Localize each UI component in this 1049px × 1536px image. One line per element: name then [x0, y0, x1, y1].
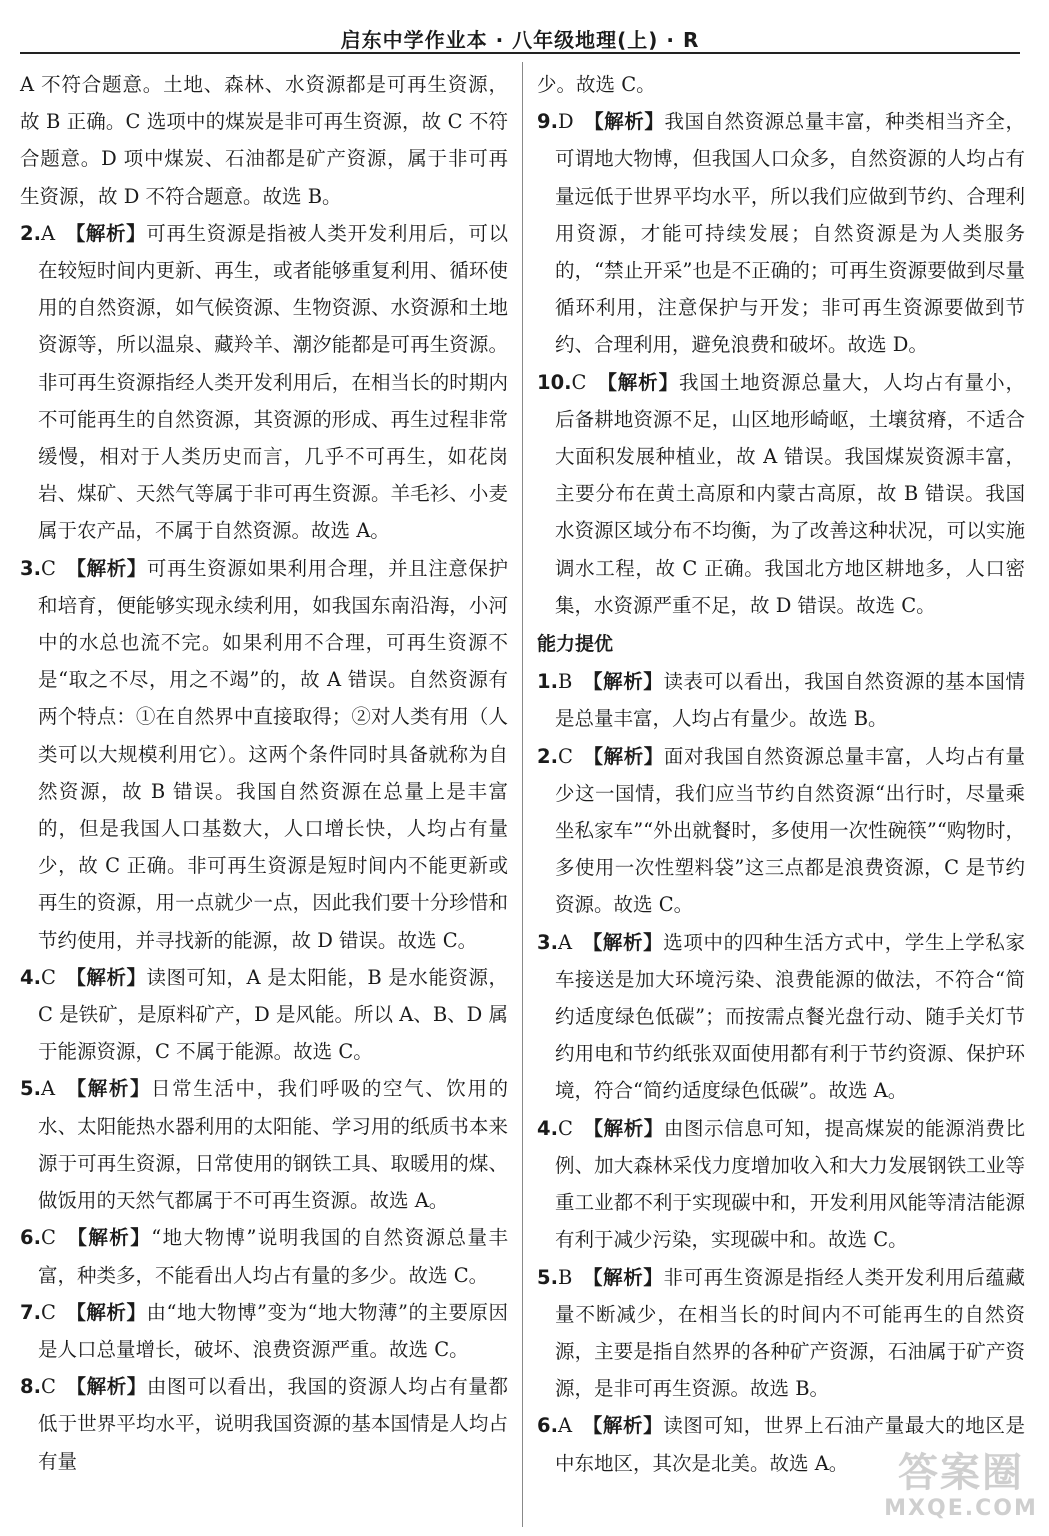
answer-item: [20, 1070, 508, 1219]
answer-choice: C: [40, 1226, 56, 1250]
analysis-tag: 【解析】: [583, 110, 665, 134]
question-number: 6.: [537, 1414, 558, 1438]
analysis-tag: 【解析】: [65, 1300, 147, 1324]
answer-choice: C: [571, 370, 587, 394]
question-number: 7.: [20, 1300, 41, 1324]
question-number: 2.: [537, 744, 558, 768]
answer-choice: C: [40, 556, 56, 580]
column-divider: [522, 62, 523, 1527]
answer-item: [537, 1110, 1025, 1259]
analysis-tag: 【解析】: [65, 1226, 152, 1250]
explanation-text: 非可再生资源是指经人类开发利用后蕴藏量不断减少，在相当长的时间内不可能再生的自然资源，主要是指自然界的各种矿产资源，石油属于矿产资源，是非可再生资源。故选 B。: [555, 1265, 1025, 1401]
watermark-glyphs: 答案圈: [898, 1450, 1024, 1496]
answer-item: [537, 103, 1025, 363]
explanation-text: 读表可以看出，我国自然资源的基本国情是总量丰富，人均占有量少。故选 B。: [555, 670, 1025, 731]
question-number: 4.: [20, 965, 41, 989]
answer-item: [20, 66, 508, 215]
answer-choice: B: [557, 1265, 573, 1289]
analysis-tag: 【解析】: [65, 221, 147, 245]
question-number: 8.: [20, 1375, 41, 1399]
answer-choice: D: [557, 110, 574, 134]
answer-item: [20, 215, 508, 550]
answer-item: [537, 924, 1025, 1110]
explanation-text: 可再生资源如果利用合理，并且注意保护和培育，便能够实现永续利用，如我国东南沿海，小河中的水总也流不完。如果利用不合理，可再生资源不是“取之不尽，用之不竭”的，故 A 错误。自然资源有两个特点：①在自然界中直接取得；②对人类有用（人类可以大规模利用它）。这两个条件同时具备就称为自然资源，故 B 错误。我国自然资源在总量上是丰富的，但是我国人口基数大，人口增长快，人均占有量少，故 C 正确。非可再生资源是短时间内不能更新或再生的资源，用一点就少一点，因此我们要十分珍惜和节约使用，并寻找新的能源，故 D 错误。故选 C。: [38, 556, 508, 952]
left-column: [20, 66, 508, 1480]
page-header: [20, 18, 1020, 54]
explanation-text: 面对我国自然资源总量丰富，人均占有量少这一国情，我们应当节约自然资源“出行时，尽量乘坐私家车”“外出就餐时，多使用一次性碗筷”“购物时，多使用一次性塑料袋”这三点都是浪费资源，C 是节约资源。故选 C。: [555, 744, 1025, 917]
analysis-tag: 【解析】: [582, 930, 664, 954]
answer-item: [20, 1368, 508, 1480]
analysis-tag: 【解析】: [65, 556, 147, 580]
question-number: 3.: [537, 930, 558, 954]
explanation-text: 我国土地资源总量大，人均占有量小，后备耕地资源不足，山区地形崎岖，土壤贫瘠，不适合大面积发展种植业，故 A 错误。我国煤炭资源丰富，主要分布在黄土高原和内蒙古高原，故 B 错误。我国水资源区域分布不均衡，为了改善这种状况，可以实施调水工程，故 C 正确。我国北方地区耕地多，人口密集，水资源严重不足，故 D 错误。故选 C。: [555, 370, 1025, 617]
question-number: 4.: [537, 1116, 558, 1140]
analysis-tag: 【解析】: [582, 1116, 664, 1140]
answer-item: [537, 1259, 1025, 1408]
explanation-text: 日常生活中，我们呼吸的空气、饮用的水、太阳能热水器利用的太阳能、学习用的纸质书本来源于可再生资源，日常使用的钢铁工具、取暖用的煤、做饭用的天然气都属于不可再生资源。故选 A。: [38, 1077, 508, 1213]
answer-choice: B: [557, 670, 573, 694]
analysis-tag: 【解析】: [596, 370, 679, 394]
answer-choice: A: [40, 1077, 56, 1101]
explanation-text: 选项中的四种生活方式中，学生上学私家车接送是加大环境污染、浪费能源的做法，不符合“简约适度绿色低碳”；而按需点餐光盘行动、随手关灯节约用电和节约纸张双面使用都有利于节约资源、保护环境，符合“简约适度绿色低碳”。故选 A。: [555, 930, 1025, 1103]
question-number: 6.: [20, 1226, 41, 1250]
explanation-text: 由图示信息可知，提高煤炭的能源消费比例、加大森林采伐力度增加收入和大力发展钢铁工业等重工业都不利于实现碳中和，开发利用风能等清洁能源有利于减少污染，实现碳中和。故选 C。: [555, 1116, 1025, 1252]
answer-item: [537, 663, 1025, 737]
section-title: 能力提优: [537, 633, 614, 656]
question-number: 1.: [537, 670, 558, 694]
explanation-text: 读图可知，世界上石油产量最大的地区是中东地区，其次是北美。故选 A。: [555, 1414, 1025, 1475]
answer-item: [537, 738, 1025, 924]
right-column: [537, 66, 1025, 1482]
answer-choice: C: [40, 1300, 56, 1324]
explanation-text: “地大物博”说明我国的自然资源总量丰富，种类多，不能看出人均占有量的多少。故选 C。: [38, 1226, 508, 1287]
analysis-tag: 【解析】: [582, 670, 664, 694]
explanation-text: 由图可以看出，我国的资源人均占有量都低于世界平均水平，说明我国资源的基本国情是人均占有量: [38, 1375, 508, 1473]
answer-item: [20, 550, 508, 959]
answer-choice: A: [557, 1414, 573, 1438]
answer-choice: C: [40, 1375, 56, 1399]
explanation-text: 读图可知，A 是太阳能，B 是水能资源，C 是铁矿，是原料矿产，D 是风能。所以 A、B、D 属于能源资源，C 不属于能源。故选 C。: [38, 965, 508, 1064]
analysis-tag: 【解析】: [582, 1265, 664, 1289]
question-number: 5.: [20, 1077, 41, 1101]
question-number: 5.: [537, 1265, 558, 1289]
answer-item: [537, 66, 1025, 103]
answer-choice: C: [557, 744, 573, 768]
analysis-tag: 【解析】: [65, 965, 147, 989]
explanation-text: 我国自然资源总量丰富，种类相当齐全，可谓地大物博，但我国人口众多，自然资源的人均占有量远低于世界平均水平，所以我们应做到节约、合理利用资源，才能可持续发展；自然资源是为人类服务的，“禁止开采”也是不正确的；可再生资源要做到尽量循环利用，注意保护与开发；非可再生资源要做到节约、合理利用，避免浪费和破坏。故选 D。: [555, 110, 1025, 357]
answer-choice: C: [557, 1116, 573, 1140]
analysis-tag: 【解析】: [582, 744, 664, 768]
analysis-tag: 【解析】: [582, 1414, 664, 1438]
answer-choice: C: [40, 965, 56, 989]
watermark-logo: [881, 1450, 1041, 1530]
answer-item: [20, 959, 508, 1071]
answer-item: [20, 1294, 508, 1368]
page-title: 启东中学作业本 · 八年级地理(上) · R: [340, 28, 700, 52]
question-number: 9.: [537, 110, 558, 134]
answer-choice: A: [557, 930, 573, 954]
analysis-tag: 【解析】: [65, 1077, 152, 1101]
explanation-text: 可再生资源是指被人类开发利用后，可以在较短时间内更新、再生，或者能够重复利用、循环使用的自然资源，如气候资源、生物资源、水资源和土地资源等，所以温泉、藏羚羊、潮汐能都是可再生资源。非可再生资源指经人类开发利用后，在相当长的时期内不可能再生的自然资源，其资源的形成、再生过程非常缓慢，相对于人类历史而言，几乎不可再生，如花岗岩、煤矿、天然气等属于非可再生资源。羊毛衫、小麦属于农产品，不属于自然资源。故选 A。: [38, 221, 508, 543]
explanation-text: A 不符合题意。土地、森林、水资源都是可再生资源，故 B 正确。C 选项中的煤炭是非可再生资源，故 C 不符合题意。D 项中煤炭、石油都是矿产资源，属于非可再生资源，故 D 不符合题意。故选 B。: [20, 73, 508, 208]
question-number: 10.: [537, 370, 572, 394]
answer-choice: A: [40, 221, 56, 245]
answer-item: [20, 1219, 508, 1293]
analysis-tag: 【解析】: [65, 1375, 147, 1399]
explanation-text: 少。故选 C。: [537, 73, 656, 96]
question-number: 3.: [20, 556, 41, 580]
answer-item: [537, 364, 1025, 624]
question-number: 2.: [20, 221, 41, 245]
explanation-text: 由“地大物博”变为“地大物薄”的主要原因是人口总量增长，破坏、浪费资源严重。故选 C。: [38, 1300, 508, 1361]
watermark-url: MXQE.COM: [884, 1496, 1038, 1521]
